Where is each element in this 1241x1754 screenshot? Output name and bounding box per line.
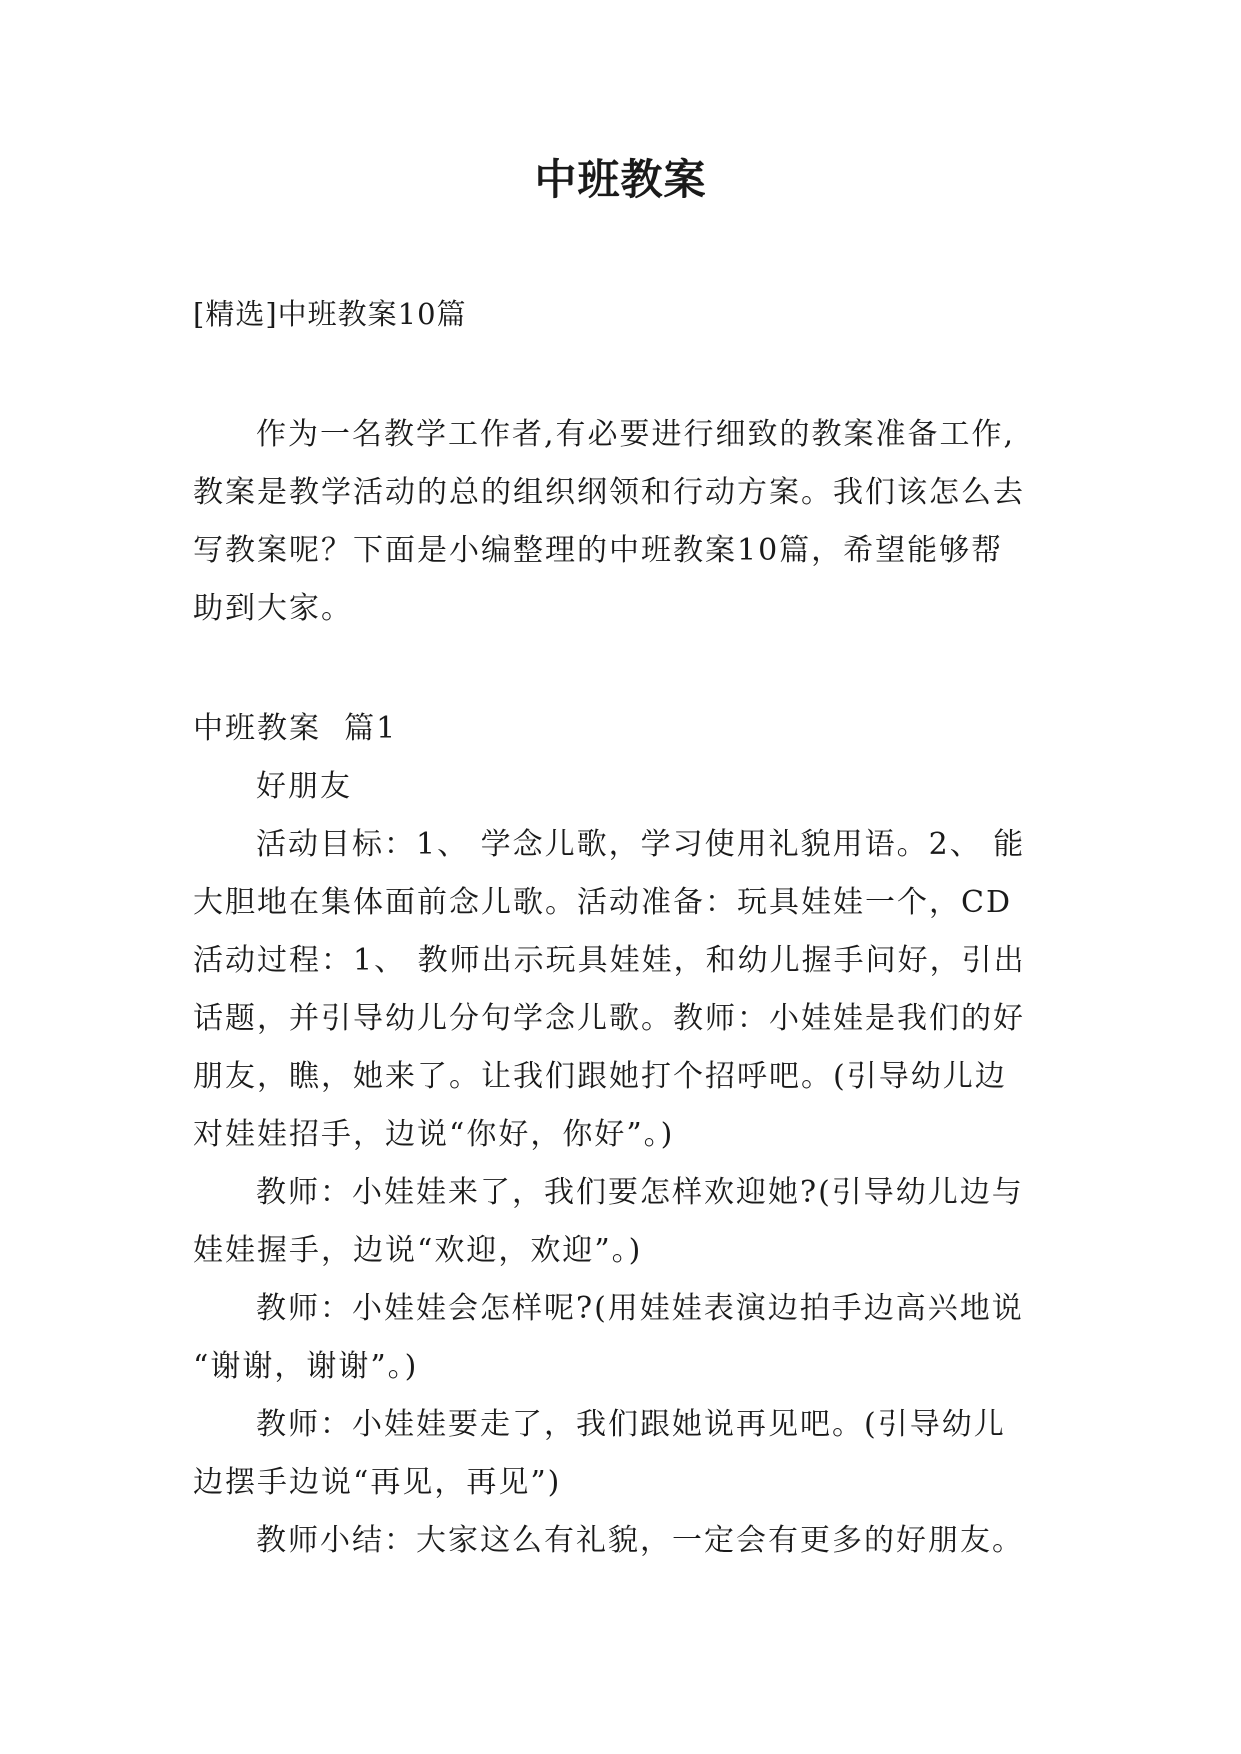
body-line: 活动目标：1、 学念儿歌，学习使用礼貌用语。2、 能 bbox=[256, 827, 1026, 862]
body-line: 话题，并引导幼儿分句学念儿歌。教师：小娃娃是我们的好 bbox=[193, 1001, 1025, 1036]
body-line: 教师小结：大家这么有礼貌，一定会有更多的好朋友。 bbox=[256, 1523, 1024, 1558]
body-line: 教师：小娃娃要走了，我们跟她说再见吧。(引导幼儿 bbox=[256, 1407, 1006, 1442]
body-line: 对娃娃招手，边说“你好，你好”。) bbox=[193, 1117, 675, 1152]
lesson-section bbox=[193, 700, 1053, 1570]
body-line: 朋友，瞧，她来了。让我们跟她打个招呼吧。(引导幼儿边 bbox=[193, 1059, 1007, 1094]
intro-line: 教案是教学活动的总的组织纲领和行动方案。我们该怎么去 bbox=[193, 475, 1025, 510]
body-line: 边摆手边说“再见，再见”) bbox=[193, 1465, 562, 1500]
body-line: 活动过程：1、 教师出示玩具娃娃，和幼儿握手问好，引出 bbox=[193, 943, 1026, 978]
body-line: “谢谢，谢谢”。) bbox=[193, 1349, 419, 1384]
body-line: 娃娃握手，边说“欢迎，欢迎”。) bbox=[193, 1233, 643, 1268]
section-heading: 中班教案 篇1 bbox=[193, 711, 398, 746]
intro-paragraph bbox=[193, 406, 1053, 638]
intro-line: 助到大家。 bbox=[193, 591, 353, 626]
lesson-title: 好朋友 bbox=[256, 769, 352, 804]
document-title: 中班教案 bbox=[534, 155, 707, 204]
intro-line: 写教案呢？下面是小编整理的中班教案10篇，希望能够帮 bbox=[193, 533, 1004, 568]
body-line: 教师：小娃娃来了，我们要怎样欢迎她?(引导幼儿边与 bbox=[256, 1175, 1024, 1210]
body-line: 大胆地在集体面前念儿歌。活动准备：玩具娃娃一个，CD bbox=[193, 885, 1013, 920]
document-subtitle: [精选]中班教案10篇 bbox=[193, 297, 467, 331]
body-line: 教师：小娃娃会怎样呢?(用娃娃表演边拍手边高兴地说 bbox=[256, 1291, 1024, 1326]
intro-line: 作为一名教学工作者,有必要进行细致的教案准备工作, bbox=[256, 417, 1016, 452]
